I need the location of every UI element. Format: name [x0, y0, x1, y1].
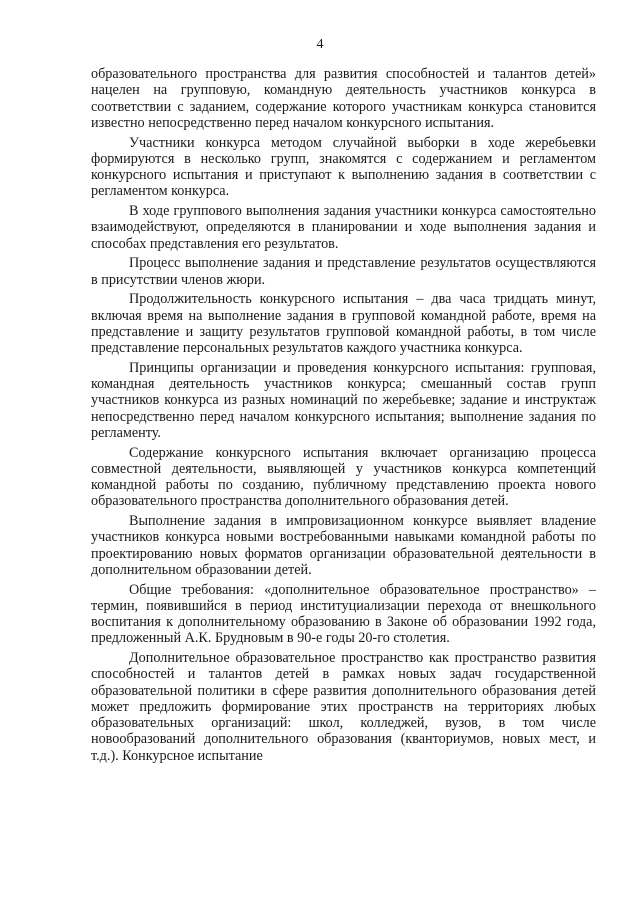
paragraph-7: Содержание конкурсного испытания включает организацию процесса совместной деятельности, выявляющей у участников конкурса компетенций командной работы по созданию, публичному представлению проекта нового образовательного пространства дополнительного образования детей. — [91, 444, 596, 510]
paragraph-9: Общие требования: «дополнительное образовательное пространство» – термин, появившийся в период институциализации перехода от внешкольного воспитания к дополнительному образованию в Законе об образовании 1992 года, предложенный А.К. Брудновым в 90-е годы 20-го столетия. — [91, 581, 596, 647]
paragraph-3: В ходе группового выполнения задания участники конкурса самостоятельно взаимодействуют, определяются в планировании и ходе выполнения задания и способах представления его результатов. — [91, 203, 596, 252]
paragraph-4: Процесс выполнение задания и представление результатов осуществляются в присутствии членов жюри. — [91, 255, 596, 288]
paragraph-10: Дополнительное образовательное пространство как пространство развития способностей и талантов детей в рамках новых задач государственной образовательной политики в сфере развития дополнительного образования детей может предложить формирование этих пространств на территориях любых образовательных организаций: школ, колледжей, вузов, в том числе новообразований дополнительного образования (кванториумов, новых мест, и т.д.). Конкурсное испытание — [91, 650, 596, 764]
page-number: 4 — [316, 37, 324, 52]
paragraph-2: Участники конкурса методом случайной выборки в ходе жеребьевки формируются в несколько групп, знакомятся с содержанием и регламентом конкурсного испытания и приступают к выполнению задания в соответствии с регламентом конкурса. — [91, 134, 596, 200]
paragraph-6: Принципы организации и проведения конкурсного испытания: групповая, командная деятельность участников конкурса; смешанный состав групп участников конкурса из разных номинаций по жеребьевке; задание и инструктаж непосредственно перед началом конкурсного испытания; выполнение задания по регламенту. — [91, 359, 596, 441]
paragraph-8: Выполнение задания в импровизационном конкурсе выявляет владение участников конкурса новыми востребованными навыками командной работы по проектированию новых форматов организации образовательной деятельности в дополнительном образовании детей. — [91, 513, 596, 578]
paragraph-1: образовательного пространства для развития способностей и талантов детей» нацелен на групповую, командную деятельность участников конкурса в соответствии с заданием, содержание которого участникам конкурса становится известно непосредственно перед началом конкурсного испытания. — [91, 66, 596, 131]
paragraph-5: Продолжительность конкурсного испытания – два часа тридцать минут, включая время на выполнение задания в групповой командной работе, время на представление и защиту результатов групповой командной работы, в том числе представление персональных результатов каждого участника конкурса. — [91, 291, 596, 356]
body-text — [91, 66, 596, 767]
